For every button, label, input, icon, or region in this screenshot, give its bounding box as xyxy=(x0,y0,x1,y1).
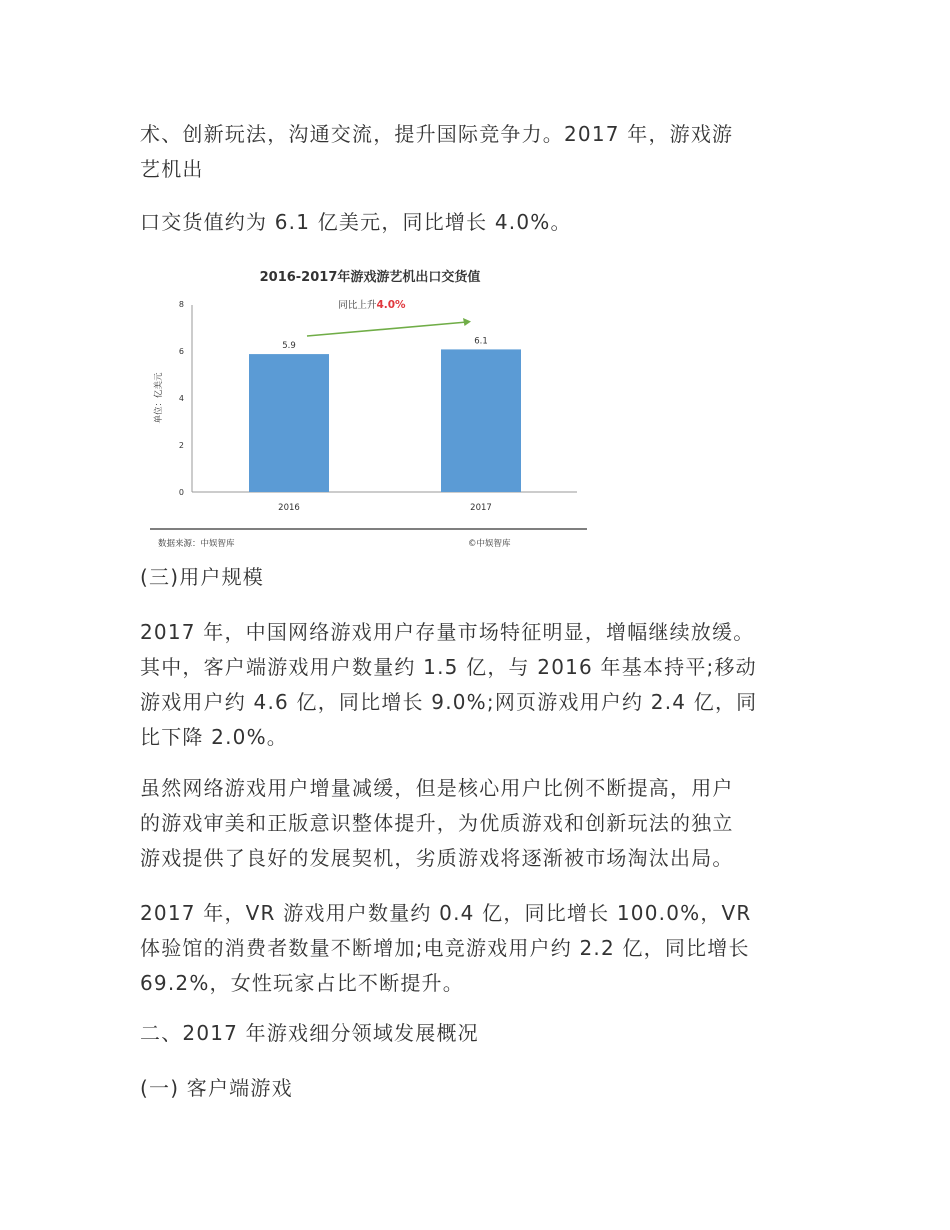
export-value-chart xyxy=(140,258,600,553)
text-line: 其中，客户端游戏用户数量约 1.5 亿，与 2016 年基本持平;移动 xyxy=(140,655,757,679)
text-line: (三)用户规模 xyxy=(140,565,265,589)
text-line: (一) 客户端游戏 xyxy=(140,1076,293,1100)
text-line: 2017 年，VR 游戏用户数量约 0.4 亿，同比增长 100.0%，VR xyxy=(140,901,752,925)
text-line: 游戏用户约 4.6 亿，同比增长 9.0%;网页游戏用户约 2.4 亿，同 xyxy=(140,690,758,714)
paragraph-core-users xyxy=(140,771,820,876)
source-left: 数据来源：中娱智库 xyxy=(158,539,235,549)
y-axis-label: 单位：亿美元 xyxy=(154,372,164,424)
trend-arrow-head xyxy=(463,318,471,326)
text-line: 口交货值约为 6.1 亿美元，同比增长 4.0%。 xyxy=(140,210,572,234)
section-heading-user-scale xyxy=(140,560,820,595)
text-line: 2017 年，中国网络游戏用户存量市场特征明显，增幅继续放缓。 xyxy=(140,620,755,644)
paragraph-user-stats xyxy=(140,615,820,755)
bar-value-label: 6.1 xyxy=(474,336,488,347)
text-line: 艺机出 xyxy=(140,157,204,181)
y-tick-label: 2 xyxy=(178,441,184,450)
text-line: 体验馆的消费者数量不断增加;电竞游戏用户约 2.2 亿，同比增长 xyxy=(140,936,750,960)
paragraph-export-intro xyxy=(140,117,820,187)
x-tick-label: 2017 xyxy=(470,503,492,513)
text-line: 的游戏审美和正版意识整体提升，为优质游戏和创新玩法的独立 xyxy=(140,811,734,835)
y-tick-label: 6 xyxy=(178,347,184,356)
chart-title: 2016-2017年游戏游艺机出口交货值 xyxy=(259,270,481,285)
section-heading-segments xyxy=(140,1016,820,1051)
trend-arrow-line xyxy=(307,322,467,336)
x-tick-label: 2016 xyxy=(278,503,300,513)
y-tick-label: 4 xyxy=(178,394,184,403)
paragraph-vr-esports xyxy=(140,896,820,1001)
text-line: 比下降 2.0%。 xyxy=(140,725,288,749)
text-line: 术、创新玩法，沟通交流，提升国际竞争力。2017 年，游戏游 xyxy=(140,122,734,146)
bar-2016 xyxy=(249,354,329,492)
annotation-prefix: 同比上升 xyxy=(338,300,377,311)
source-right: ©中娱智库 xyxy=(468,539,511,549)
text-line: 虽然网络游戏用户增量减缓，但是核心用户比例不断提高，用户 xyxy=(140,776,734,800)
y-tick-label: 0 xyxy=(178,488,184,497)
chart-annotation xyxy=(338,299,406,311)
paragraph-export-value xyxy=(140,205,820,240)
chart-svg xyxy=(140,258,600,553)
text-line: 69.2%，女性玩家占比不断提升。 xyxy=(140,971,464,995)
text-line: 二、2017 年游戏细分领域发展概况 xyxy=(140,1021,479,1045)
text-line: 游戏提供了良好的发展契机，劣质游戏将逐渐被市场淘汰出局。 xyxy=(140,846,734,870)
bar-2017 xyxy=(441,349,521,492)
bar-value-label: 5.9 xyxy=(282,341,296,352)
y-tick-label: 8 xyxy=(178,300,184,309)
subsection-heading-client-games xyxy=(140,1071,820,1106)
annotation-value: 4.0% xyxy=(376,299,406,311)
